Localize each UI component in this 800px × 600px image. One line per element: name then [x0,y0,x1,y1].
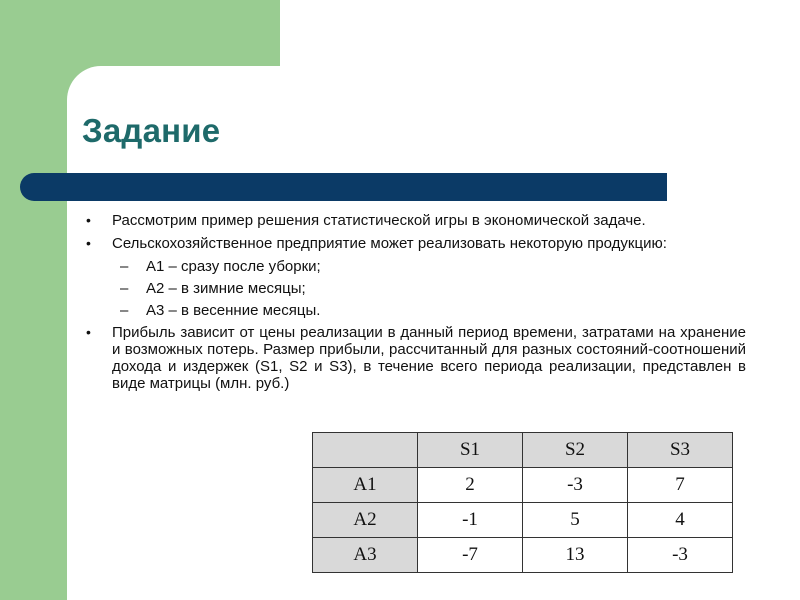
matrix-cell: 13 [523,538,628,573]
sub-bullet-text: А1 – сразу после уборки; [146,258,321,275]
matrix-row-header: А2 [313,503,418,538]
matrix-row-header: А1 [313,468,418,503]
bullet-icon: • [86,235,91,251]
bullet-text: Прибыль зависит от цены реализации в данный период времени, затратами на хранение и возможных потерь. Размер прибыли, рассчитанный для разных состояний-соотношений дохода и издержек (S1, S2 и S3), в течение всего периода реализации, представлен в виде матрицы (млн. руб.) [112,324,746,392]
matrix-cell: -3 [628,538,733,573]
dash-icon: – [120,302,129,319]
matrix-column-header: S1 [418,433,523,468]
matrix-cell: 7 [628,468,733,503]
bullet-text: Рассмотрим пример решения статистической игры в экономической задаче. [112,212,646,229]
matrix-cell: 2 [418,468,523,503]
matrix-column-header: S2 [523,433,628,468]
matrix-cell: -3 [523,468,628,503]
bullet-item [86,235,746,252]
matrix-corner-cell [313,433,418,468]
payoff-matrix [312,432,733,573]
matrix-cell: 4 [628,503,733,538]
sub-bullet-text: А2 – в зимние месяцы; [146,280,306,297]
slide-title: Задание [82,112,221,149]
bullet-text: Сельскохозяйственное предприятие может реализовать некоторую продукцию: [112,235,667,252]
sub-bullet-item [86,280,746,297]
matrix-cell: 5 [523,503,628,538]
bullet-icon: • [86,324,91,340]
title-underline-bar [20,173,667,201]
dash-icon: – [120,258,129,275]
matrix-row [313,538,733,573]
sub-bullet-item [86,302,746,319]
bullet-item [86,324,746,392]
slide-body [86,212,746,398]
matrix-column-header: S3 [628,433,733,468]
matrix-row [313,468,733,503]
matrix-row-header: А3 [313,538,418,573]
sub-bullet-text: А3 – в весенние месяцы. [146,302,321,319]
matrix-cell: -7 [418,538,523,573]
dash-icon: – [120,280,129,297]
matrix-cell: -1 [418,503,523,538]
matrix-header-row [313,433,733,468]
matrix-row [313,503,733,538]
bullet-item [86,212,746,229]
bullet-icon: • [86,212,91,228]
sub-bullet-item [86,258,746,275]
